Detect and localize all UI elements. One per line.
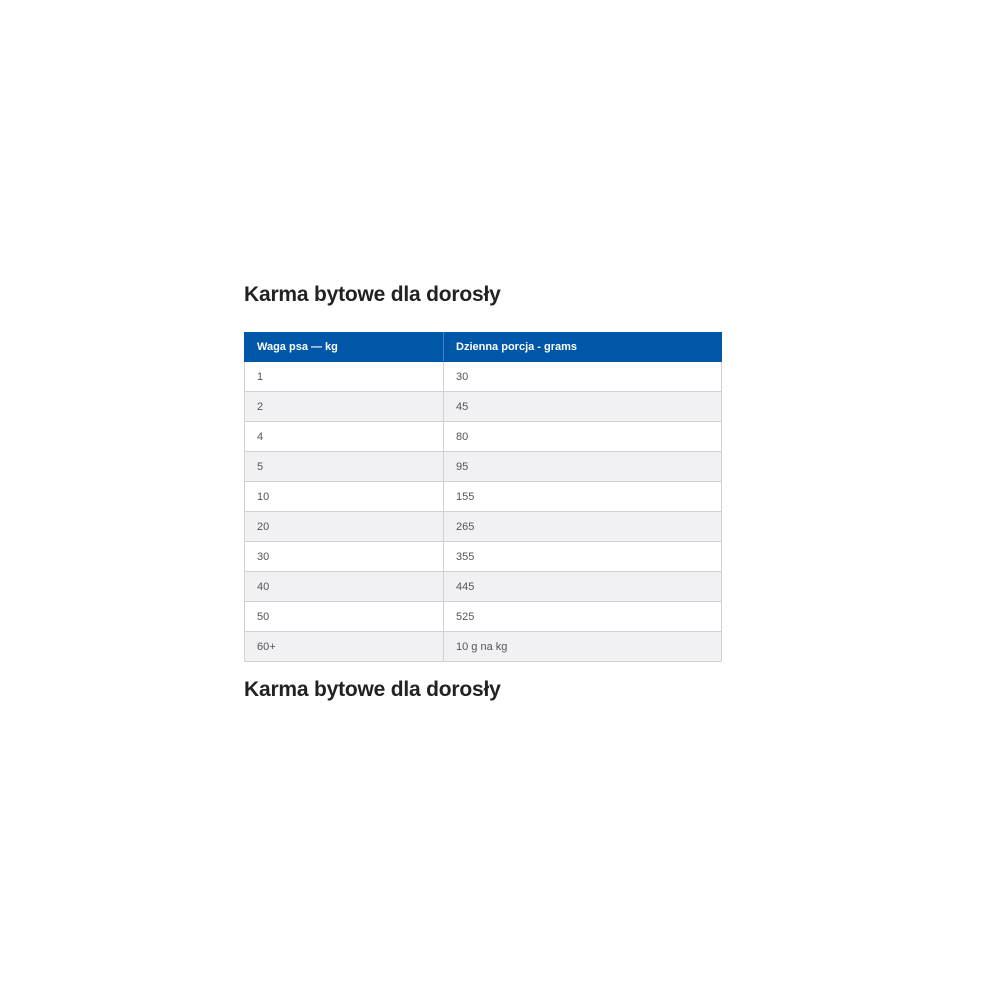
cell-weight: 10: [245, 482, 444, 512]
cell-portion: 355: [444, 542, 722, 572]
cell-portion: 525: [444, 602, 722, 632]
section-title: Karma bytowe dla dorosły: [244, 283, 501, 306]
cell-portion: 45: [444, 392, 722, 422]
feeding-table: [244, 332, 722, 662]
cell-weight: 2: [245, 392, 444, 422]
table-header: [245, 333, 722, 362]
table-row: [245, 632, 722, 662]
cell-portion: 30: [444, 362, 722, 392]
table-row: [245, 602, 722, 632]
header-portion: Dzienna porcja - grams: [444, 333, 722, 362]
cell-portion: 10 g na kg: [444, 632, 722, 662]
table-row: [245, 572, 722, 602]
cell-portion: 445: [444, 572, 722, 602]
second-section-title: Karma bytowe dla dorosły: [244, 678, 501, 701]
feeding-guide-section: [244, 280, 721, 705]
cell-weight: 40: [245, 572, 444, 602]
table-header-row: [245, 333, 722, 362]
feeding-table-wrapper: [244, 332, 721, 662]
cell-weight: 5: [245, 452, 444, 482]
cell-weight: 30: [245, 542, 444, 572]
cell-weight: 4: [245, 422, 444, 452]
cell-weight: 20: [245, 512, 444, 542]
header-weight: Waga psa — kg: [245, 333, 444, 362]
table-row: [245, 512, 722, 542]
cell-weight: 50: [245, 602, 444, 632]
cell-portion: 155: [444, 482, 722, 512]
table-row: [245, 362, 722, 392]
cell-weight: 1: [245, 362, 444, 392]
cell-weight: 60+: [245, 632, 444, 662]
table-row: [245, 392, 722, 422]
cell-portion: 95: [444, 452, 722, 482]
cell-portion: 265: [444, 512, 722, 542]
table-row: [245, 542, 722, 572]
table-row: [245, 452, 722, 482]
table-row: [245, 422, 722, 452]
cell-portion: 80: [444, 422, 722, 452]
table-row: [245, 482, 722, 512]
table-body: [245, 362, 722, 662]
